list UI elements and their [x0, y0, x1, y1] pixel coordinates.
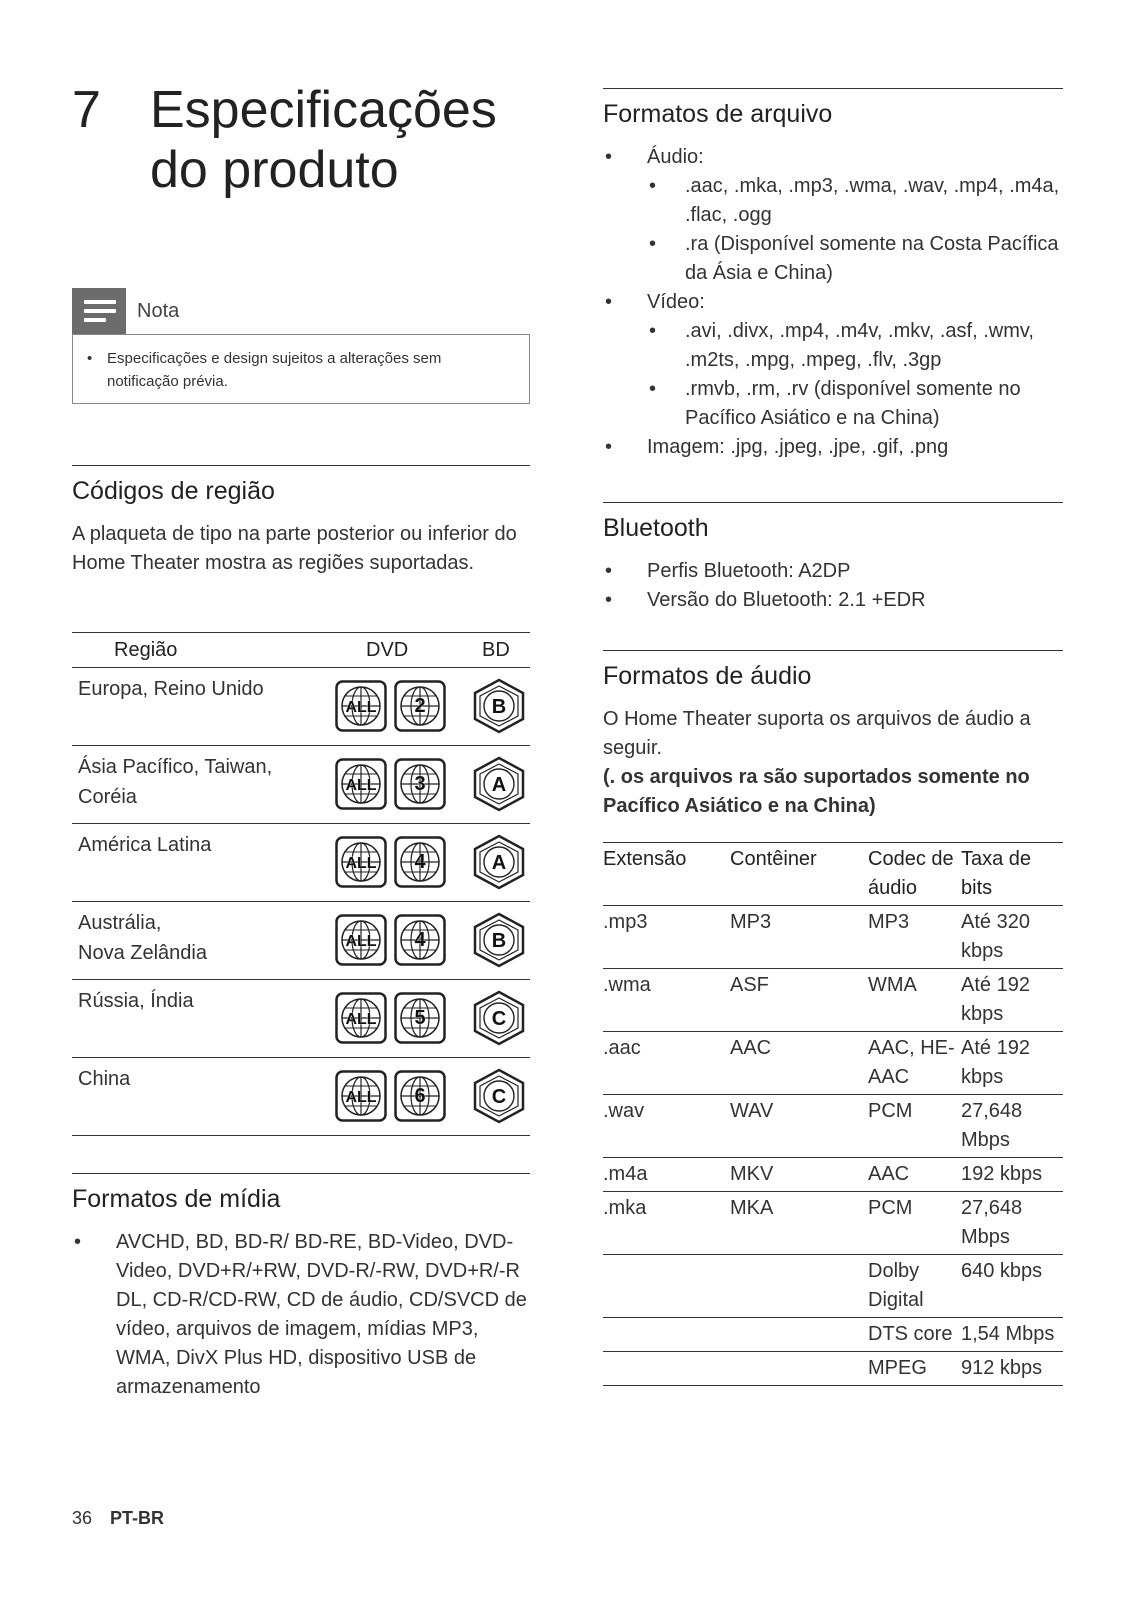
bluetooth-item: • Versão do Bluetooth: 2.1 +EDR — [603, 586, 1063, 615]
dvd-region-icon — [394, 914, 446, 966]
container-cell: ASF — [730, 974, 769, 996]
codec-cell: AAC — [868, 1163, 910, 1185]
region-name — [78, 830, 318, 860]
dvd-all-region-icon — [335, 992, 387, 1044]
bd-region-icon-label: A — [491, 774, 507, 796]
region-table — [72, 632, 530, 1136]
note-item: • Especificações e design sujeitos a alterações sem notificação prévia. — [87, 347, 515, 393]
region-row — [72, 746, 530, 824]
bd-region-icon — [472, 990, 526, 1046]
note-list — [72, 334, 530, 404]
extension-cell: .m4a — [603, 1163, 648, 1185]
dvd-region-icon-label: 2 — [414, 695, 426, 717]
region-name-line2: Nova Zelândia — [78, 942, 207, 964]
codec-cell: DTS core — [868, 1323, 953, 1345]
dvd-all-region-icon-label: ALL — [345, 855, 377, 872]
dvd-region-icon — [394, 836, 446, 888]
region-row — [72, 824, 530, 902]
media-formats-heading: Formatos de mídia — [72, 1185, 281, 1213]
bitrate-cell: 912 kbps — [961, 1357, 1043, 1379]
dvd-all-region-icon-label: ALL — [345, 699, 377, 716]
extension-cell: .mka — [603, 1197, 647, 1219]
dvd-region-icon-label: 5 — [414, 1007, 426, 1029]
dvd-all-region-icon — [335, 680, 387, 732]
region-codes-section — [72, 465, 530, 578]
bd-region-icon-label: C — [491, 1086, 507, 1108]
container-cell: MKA — [730, 1197, 774, 1219]
note-icon — [72, 288, 126, 334]
note-label: Nota — [137, 300, 180, 322]
bitrate-cell: 192 kbps — [961, 1163, 1043, 1185]
audio-row — [603, 1192, 1063, 1255]
codec-cell: AAC, HE-AAC — [868, 1037, 955, 1088]
extension-cell — [603, 1318, 730, 1352]
region-name-line1: Ásia Pacífico, Taiwan, — [78, 756, 273, 778]
video-sublist — [647, 317, 1063, 433]
bluetooth-heading: Bluetooth — [603, 514, 709, 542]
chapter-title-line1: Especificações — [150, 81, 497, 139]
extension-cell — [603, 1352, 730, 1386]
bitrate-cell: 640 kbps — [961, 1260, 1043, 1282]
language-code: PT-BR — [110, 1508, 165, 1528]
col-header-bd: BD — [482, 639, 510, 661]
page-number: 36 — [72, 1508, 93, 1528]
dvd-all-region-icon — [335, 836, 387, 888]
media-formats-list — [72, 1228, 530, 1402]
dvd-all-region-icon — [335, 758, 387, 810]
audio-row — [603, 1158, 1063, 1192]
audio-row — [603, 1255, 1063, 1318]
codec-cell: MP3 — [868, 911, 910, 933]
dvd-all-region-icon-label: ALL — [345, 777, 377, 794]
region-row — [72, 980, 530, 1058]
audio-row — [603, 1032, 1063, 1095]
bd-region-icon — [472, 1068, 526, 1124]
region-name-line1: China — [78, 1068, 131, 1090]
bitrate-cell: 27,648 Mbps — [961, 1197, 1023, 1248]
bluetooth-list — [603, 557, 1063, 615]
audio-item: • .aac, .mka, .mp3, .wma, .wav, .mp4, .m4a, .flac, .ogg — [647, 172, 1063, 230]
file-formats-audio — [603, 143, 1063, 288]
region-name-line1: Austrália, — [78, 912, 162, 934]
region-name — [78, 908, 318, 968]
codec-cell: MPEG — [868, 1357, 927, 1379]
bitrate-cell: Até 192 kbps — [961, 974, 1030, 1025]
region-name-line1: América Latina — [78, 834, 212, 856]
bd-region-icon-label: B — [491, 696, 507, 718]
audio-row — [603, 1095, 1063, 1158]
dvd-all-region-icon — [335, 1070, 387, 1122]
bd-region-icon-label: C — [491, 1008, 507, 1030]
col-header-extension: Extensão — [603, 848, 687, 870]
audio-formats-note: (. os arquivos ra são suportados somente no Pacífico Asiático e na China) — [603, 766, 1030, 817]
codec-cell: WMA — [868, 974, 917, 996]
audio-row — [603, 906, 1063, 969]
dvd-all-region-icon-label: ALL — [345, 1011, 377, 1028]
bluetooth-section — [603, 502, 1063, 615]
bd-region-icon — [472, 756, 526, 812]
bitrate-cell: 1,54 Mbps — [961, 1323, 1055, 1345]
region-name — [78, 1064, 318, 1094]
file-formats-video — [603, 288, 1063, 433]
container-cell: MKV — [730, 1163, 774, 1185]
bitrate-cell: Até 320 kbps — [961, 911, 1030, 962]
col-header-bitrate: Taxa de bits — [961, 848, 1032, 899]
bd-region-icon — [472, 912, 526, 968]
dvd-all-region-icon-label: ALL — [345, 1089, 377, 1106]
dvd-region-icon-label: 4 — [414, 929, 426, 951]
file-formats-heading: Formatos de arquivo — [603, 100, 833, 128]
audio-formats-intro: O Home Theater suporta os arquivos de áudio a seguir. — [603, 708, 1031, 759]
extension-cell — [603, 1255, 730, 1318]
region-name — [78, 674, 318, 704]
region-name — [78, 986, 318, 1016]
audio-table-body — [603, 906, 1063, 1386]
dvd-region-icon — [394, 758, 446, 810]
dvd-region-icon-label: 3 — [414, 773, 426, 795]
audio-row — [603, 1318, 1063, 1352]
dvd-region-icon-label: 6 — [414, 1085, 426, 1107]
bluetooth-item: • Perfis Bluetooth: A2DP — [603, 557, 1063, 586]
col-header-container: Contêiner — [730, 848, 817, 870]
video-item: • .rmvb, .rm, .rv (disponível somente no Pacífico Asiático e na China) — [647, 375, 1063, 433]
chapter-title-line2: do produto — [150, 141, 399, 199]
audio-table-header — [603, 843, 1063, 906]
region-row — [72, 668, 530, 746]
bitrate-cell: Até 192 kbps — [961, 1037, 1030, 1088]
bd-region-icon-label: B — [491, 930, 507, 952]
dvd-all-region-icon-label: ALL — [345, 933, 377, 950]
audio-row — [603, 969, 1063, 1032]
dvd-region-icon — [394, 992, 446, 1044]
chapter-number: 7 — [72, 81, 101, 139]
codec-cell: Dolby Digital — [868, 1260, 924, 1311]
audio-row — [603, 1352, 1063, 1386]
extension-cell: .mp3 — [603, 911, 648, 933]
dvd-region-icon — [394, 1070, 446, 1122]
col-header-codec: Codec de áudio — [868, 848, 954, 899]
dvd-region-icon-label: 4 — [414, 851, 426, 873]
region-row — [72, 1058, 530, 1136]
video-label: Vídeo: — [647, 291, 705, 313]
bd-region-icon — [472, 678, 526, 734]
bitrate-cell: 27,648 Mbps — [961, 1100, 1023, 1151]
region-row — [72, 902, 530, 980]
region-name-line1: Europa, Reino Unido — [78, 678, 264, 700]
file-formats-list — [603, 143, 1063, 462]
codec-cell: PCM — [868, 1197, 913, 1219]
region-name-line1: Rússia, Índia — [78, 990, 194, 1012]
col-header-region: Região — [114, 639, 178, 661]
file-formats-section — [603, 88, 1063, 462]
video-item: • .avi, .divx, .mp4, .m4v, .mkv, .asf, .wmv, .m2ts, .mpg, .mpeg, .flv, .3gp — [647, 317, 1063, 375]
bd-region-icon-label: A — [491, 852, 507, 874]
region-codes-intro: A plaqueta de tipo na parte posterior ou inferior do Home Theater mostra as regiões suportadas. — [72, 523, 517, 574]
audio-sublist — [647, 172, 1063, 288]
container-cell: AAC — [730, 1037, 772, 1059]
region-table-body — [72, 668, 530, 1136]
region-name — [78, 752, 318, 812]
page-footer — [72, 1508, 164, 1529]
extension-cell: .aac — [603, 1037, 641, 1059]
container-cell: WAV — [730, 1100, 774, 1122]
note-box — [72, 288, 530, 404]
media-formats-section — [72, 1173, 530, 1402]
container-cell — [730, 1318, 868, 1352]
container-cell — [730, 1352, 868, 1386]
dvd-all-region-icon — [335, 914, 387, 966]
region-table-header — [72, 632, 530, 668]
extension-cell: .wav — [603, 1100, 645, 1122]
dvd-region-icon — [394, 680, 446, 732]
audio-formats-section — [603, 650, 1063, 821]
chapter-title — [150, 80, 530, 200]
bd-region-icon — [472, 834, 526, 890]
extension-cell: .wma — [603, 974, 651, 996]
container-cell — [730, 1255, 868, 1318]
note-header — [72, 288, 530, 334]
col-header-dvd: DVD — [366, 639, 409, 661]
region-codes-heading: Códigos de região — [72, 477, 275, 505]
region-name-line2: Coréia — [78, 786, 137, 808]
codec-cell: PCM — [868, 1100, 913, 1122]
media-formats-item: • AVCHD, BD, BD-R/ BD-RE, BD-Video, DVD-Video, DVD+R/+RW, DVD-R/-RW, DVD+R/-R DL, CD-R/CD-RW, CD de áudio, CD/SVCD de vídeo, arquivos de imagem, mídias MP3, WMA, DivX Plus HD, dispositivo USB de armazenamento — [72, 1228, 530, 1402]
audio-item: • .ra (Disponível somente na Costa Pacífica da Ásia e China) — [647, 230, 1063, 288]
container-cell: MP3 — [730, 911, 772, 933]
audio-formats-heading: Formatos de áudio — [603, 662, 812, 690]
audio-label: Áudio: — [647, 146, 704, 168]
audio-table — [603, 842, 1063, 1386]
file-formats-image: • Imagem: .jpg, .jpeg, .jpe, .gif, .png — [603, 433, 1063, 462]
